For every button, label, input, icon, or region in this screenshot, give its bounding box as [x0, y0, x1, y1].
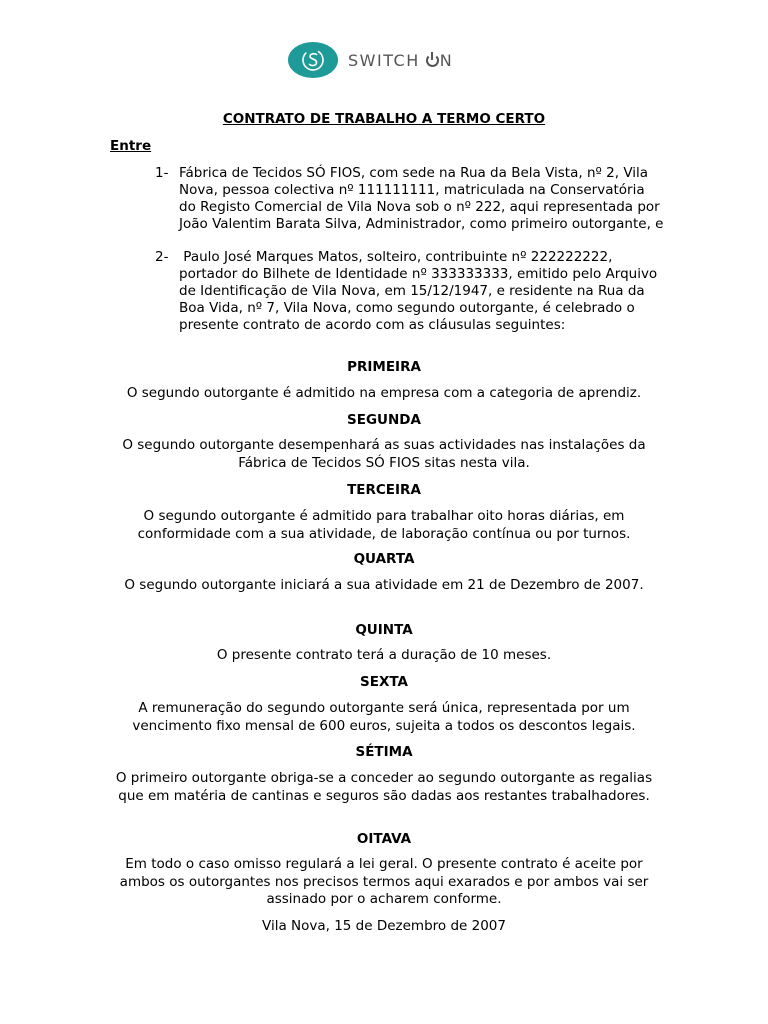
clause-body: Em todo o caso omisso regulará a lei geral. O presente contrato é aceite por ambos os outorgantes nos precisos termos aqui exarados e por ambos vai ser assinado por o acharem conforme.	[119, 856, 649, 907]
clause-heading: SÉTIMA	[355, 744, 413, 760]
clause-body: A remuneração do segundo outorgante será única, representada por um vencimento fixo mensal de 600 euros, sujeita a todos os descontos legais.	[132, 700, 636, 734]
brand-name-suffix: N	[439, 50, 454, 70]
switch-on-logo-icon	[288, 42, 338, 78]
clause-heading: OITAVA	[356, 831, 412, 847]
clause-heading: TERCEIRA	[347, 482, 421, 498]
party-item	[155, 249, 665, 334]
party-number: 2-	[155, 249, 169, 265]
clause-body: O segundo outorgante é admitido para trabalhar oito horas diárias, em conformidade com a sua atividade, de laboração contínua ou por turnos.	[137, 508, 631, 542]
place-date: Vila Nova, 15 de Dezembro de 2007	[262, 918, 506, 934]
party-number: 1-	[155, 165, 169, 181]
clause-heading: SEGUNDA	[347, 412, 421, 428]
clause-body: O segundo outorgante é admitido na empresa com a categoria de aprendiz.	[126, 385, 642, 401]
document-title: CONTRATO DE TRABALHO A TERMO CERTO	[222, 111, 546, 127]
clause-heading: QUINTA	[355, 622, 413, 638]
brand-name	[348, 51, 453, 70]
party-text: Fábrica de Tecidos SÓ FIOS, com sede na Rua da Bela Vista, nº 2, Vila Nova, pessoa colectiva nº 111111111, matriculada na Conservatória do Registo Comercial de Vila Nova sob o nº 222, aqui representada por João Valentim Barata Silva, Administrador, como primeiro outorgante, e	[179, 165, 664, 232]
party-item	[155, 165, 665, 233]
intro-label: Entre	[110, 138, 152, 154]
clause-heading: PRIMEIRA	[347, 359, 421, 375]
clause-body: O segundo outorgante desempenhará as suas actividades nas instalações da Fábrica de Tecidos SÓ FIOS sitas nesta vila.	[122, 437, 646, 471]
brand-name-prefix: SWITCH	[348, 50, 420, 70]
brand-logo	[288, 42, 453, 78]
power-icon	[426, 54, 439, 67]
party-text: Paulo José Marques Matos, solteiro, contribuinte nº 222222222, portador do Bilhete de Identidade nº 333333333, emitido pelo Arquivo de Identificação de Vila Nova, em 15/12/1947, e residente na Rua da Boa Vida, nº 7, Vila Nova, como segundo outorgante, é celebrado o presente contrato de acordo com as cláusulas seguintes:	[179, 249, 662, 333]
clause-body: O primeiro outorgante obriga-se a conceder ao segundo outorgante as regalias que em matéria de cantinas e seguros são dadas aos restantes trabalhadores.	[115, 770, 653, 804]
clause-heading: QUARTA	[353, 551, 415, 567]
clause-body: O presente contrato terá a duração de 10 meses.	[216, 647, 552, 663]
clause-body: O segundo outorgante iniciará a sua atividade em 21 de Dezembro de 2007.	[124, 577, 644, 593]
clause-heading: SEXTA	[360, 674, 408, 690]
